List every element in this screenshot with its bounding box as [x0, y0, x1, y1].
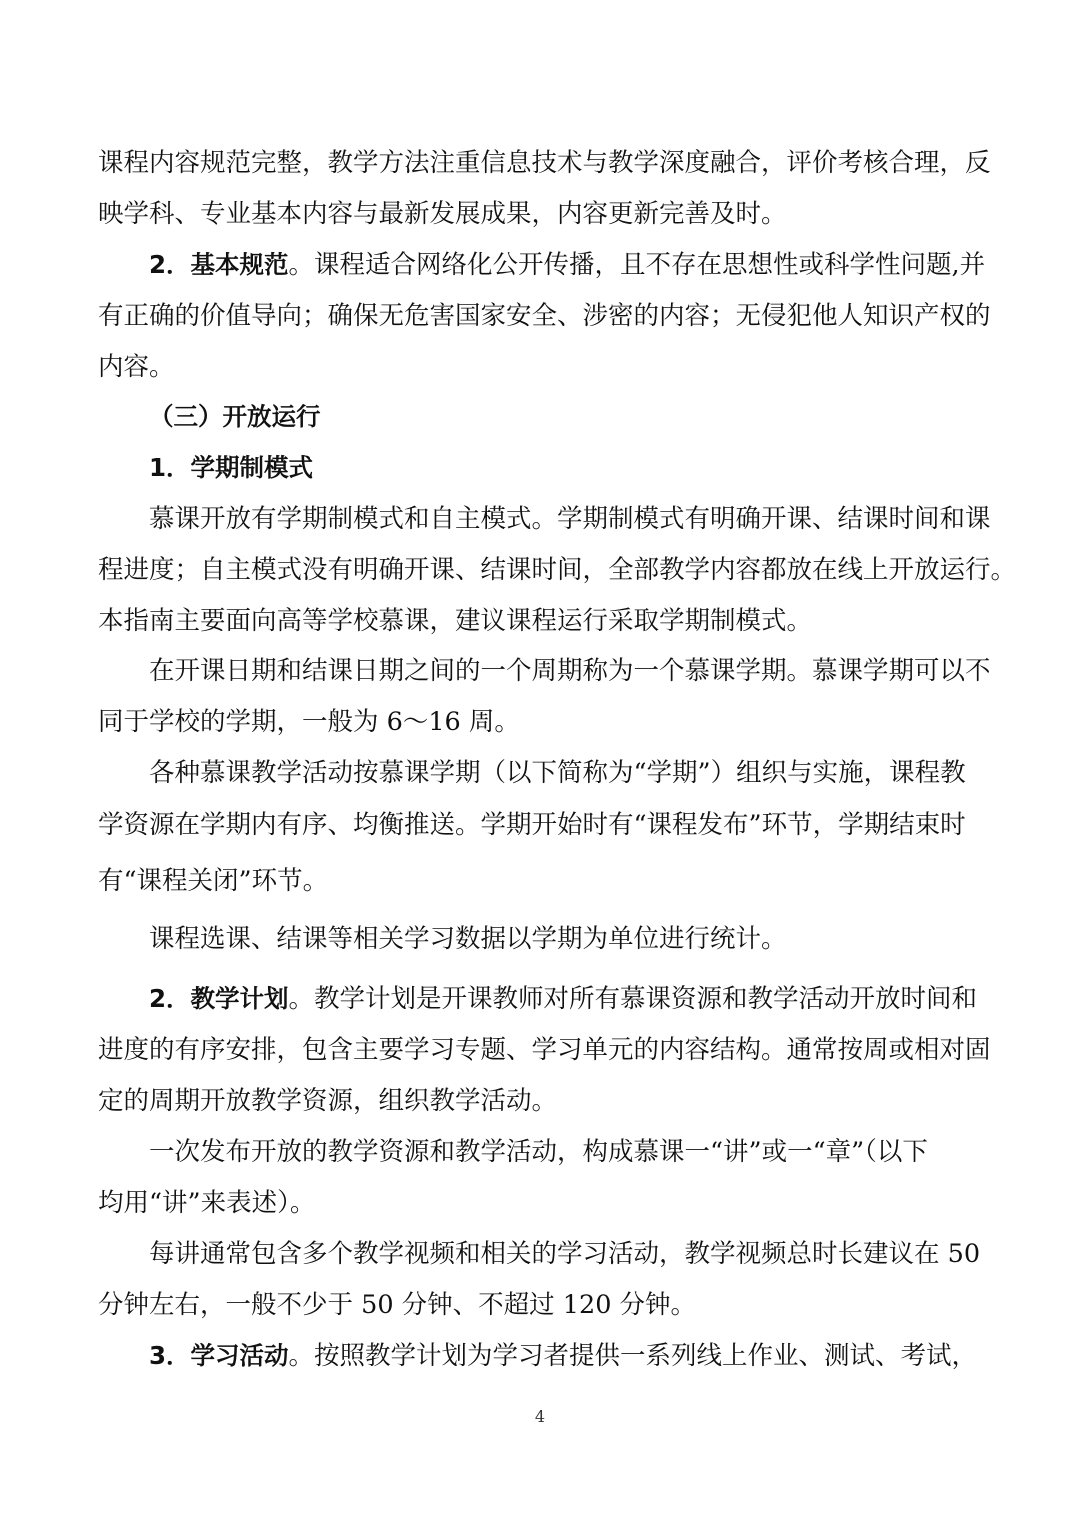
paragraph-line: 一次发布开放的教学资源和教学活动，构成慕课一“讲”或一“章”（以下 — [149, 1137, 928, 1167]
paragraph-line: 程进度；自主模式没有明确开课、结课时间，全部教学内容都放在线上开放运行。 — [98, 555, 1017, 585]
page-number: 4 — [534, 1407, 546, 1426]
paragraph-line: 每讲通常包含多个教学视频和相关的学习活动，教学视频总时长建议在 50 — [149, 1239, 981, 1269]
paragraph-line: 内容。 — [98, 352, 175, 382]
paragraph-line: 定的周期开放教学资源，组织教学活动。 — [98, 1086, 558, 1116]
paragraph-line — [149, 979, 977, 1019]
paragraph-line — [149, 1336, 977, 1376]
paragraph-line: 有“课程关闭”环节。 — [98, 866, 329, 896]
paragraph-line: 课程内容规范完整，教学方法注重信息技术与教学深度融合，评价考核合理，反 — [98, 148, 991, 178]
paragraph-text: 。教学计划是开课教师对所有慕课资源和教学活动开放时间和 — [288, 984, 978, 1014]
section-heading: （三）开放运行 — [149, 402, 321, 431]
paragraph-line: 学资源在学期内有序、均衡推送。学期开始时有“课程发布”环节，学期结束时 — [98, 810, 966, 840]
paragraph-line: 慕课开放有学期制模式和自主模式。学期制模式有明确开课、结课时间和课 — [149, 504, 991, 534]
paragraph-line: 均用“讲”来表述）。 — [98, 1188, 316, 1218]
paragraph-line: 分钟左右，一般不少于 50 分钟、不超过 120 分钟。 — [98, 1290, 697, 1320]
paragraph-line: 有正确的价值导向；确保无危害国家安全、涉密的内容；无侵犯他人知识产权的 — [98, 301, 991, 331]
paragraph-line: 同于学校的学期，一般为 6～16 周。 — [98, 707, 520, 737]
inline-heading: 2．教学计划 — [149, 984, 289, 1013]
paragraph-text: 。按照教学计划为学习者提供一系列线上作业、测试、考试， — [288, 1341, 978, 1371]
document-page — [98, 0, 1017, 1528]
paragraph-line: 映学科、专业基本内容与最新发展成果，内容更新完善及时。 — [98, 199, 787, 229]
inline-heading: 2．基本规范 — [149, 250, 289, 279]
subsection-heading: 1．学期制模式 — [149, 453, 314, 482]
paragraph-line: 各种慕课教学活动按慕课学期（以下简称为“学期”）组织与实施，课程教 — [149, 758, 966, 788]
paragraph-line: 本指南主要面向高等学校慕课，建议课程运行采取学期制模式。 — [98, 606, 813, 636]
paragraph-text: 。课程适合网络化公开传播，且不存在思想性或科学性问题,并 — [288, 250, 986, 280]
paragraph-line: 进度的有序安排，包含主要学习专题、学习单元的内容结构。通常按周或相对固 — [98, 1035, 991, 1065]
paragraph-line: 课程选课、结课等相关学习数据以学期为单位进行统计。 — [149, 924, 787, 954]
paragraph-line: 在开课日期和结课日期之间的一个周期称为一个慕课学期。慕课学期可以不 — [149, 656, 991, 686]
inline-heading: 3．学习活动 — [149, 1341, 289, 1370]
paragraph-line — [149, 245, 985, 285]
